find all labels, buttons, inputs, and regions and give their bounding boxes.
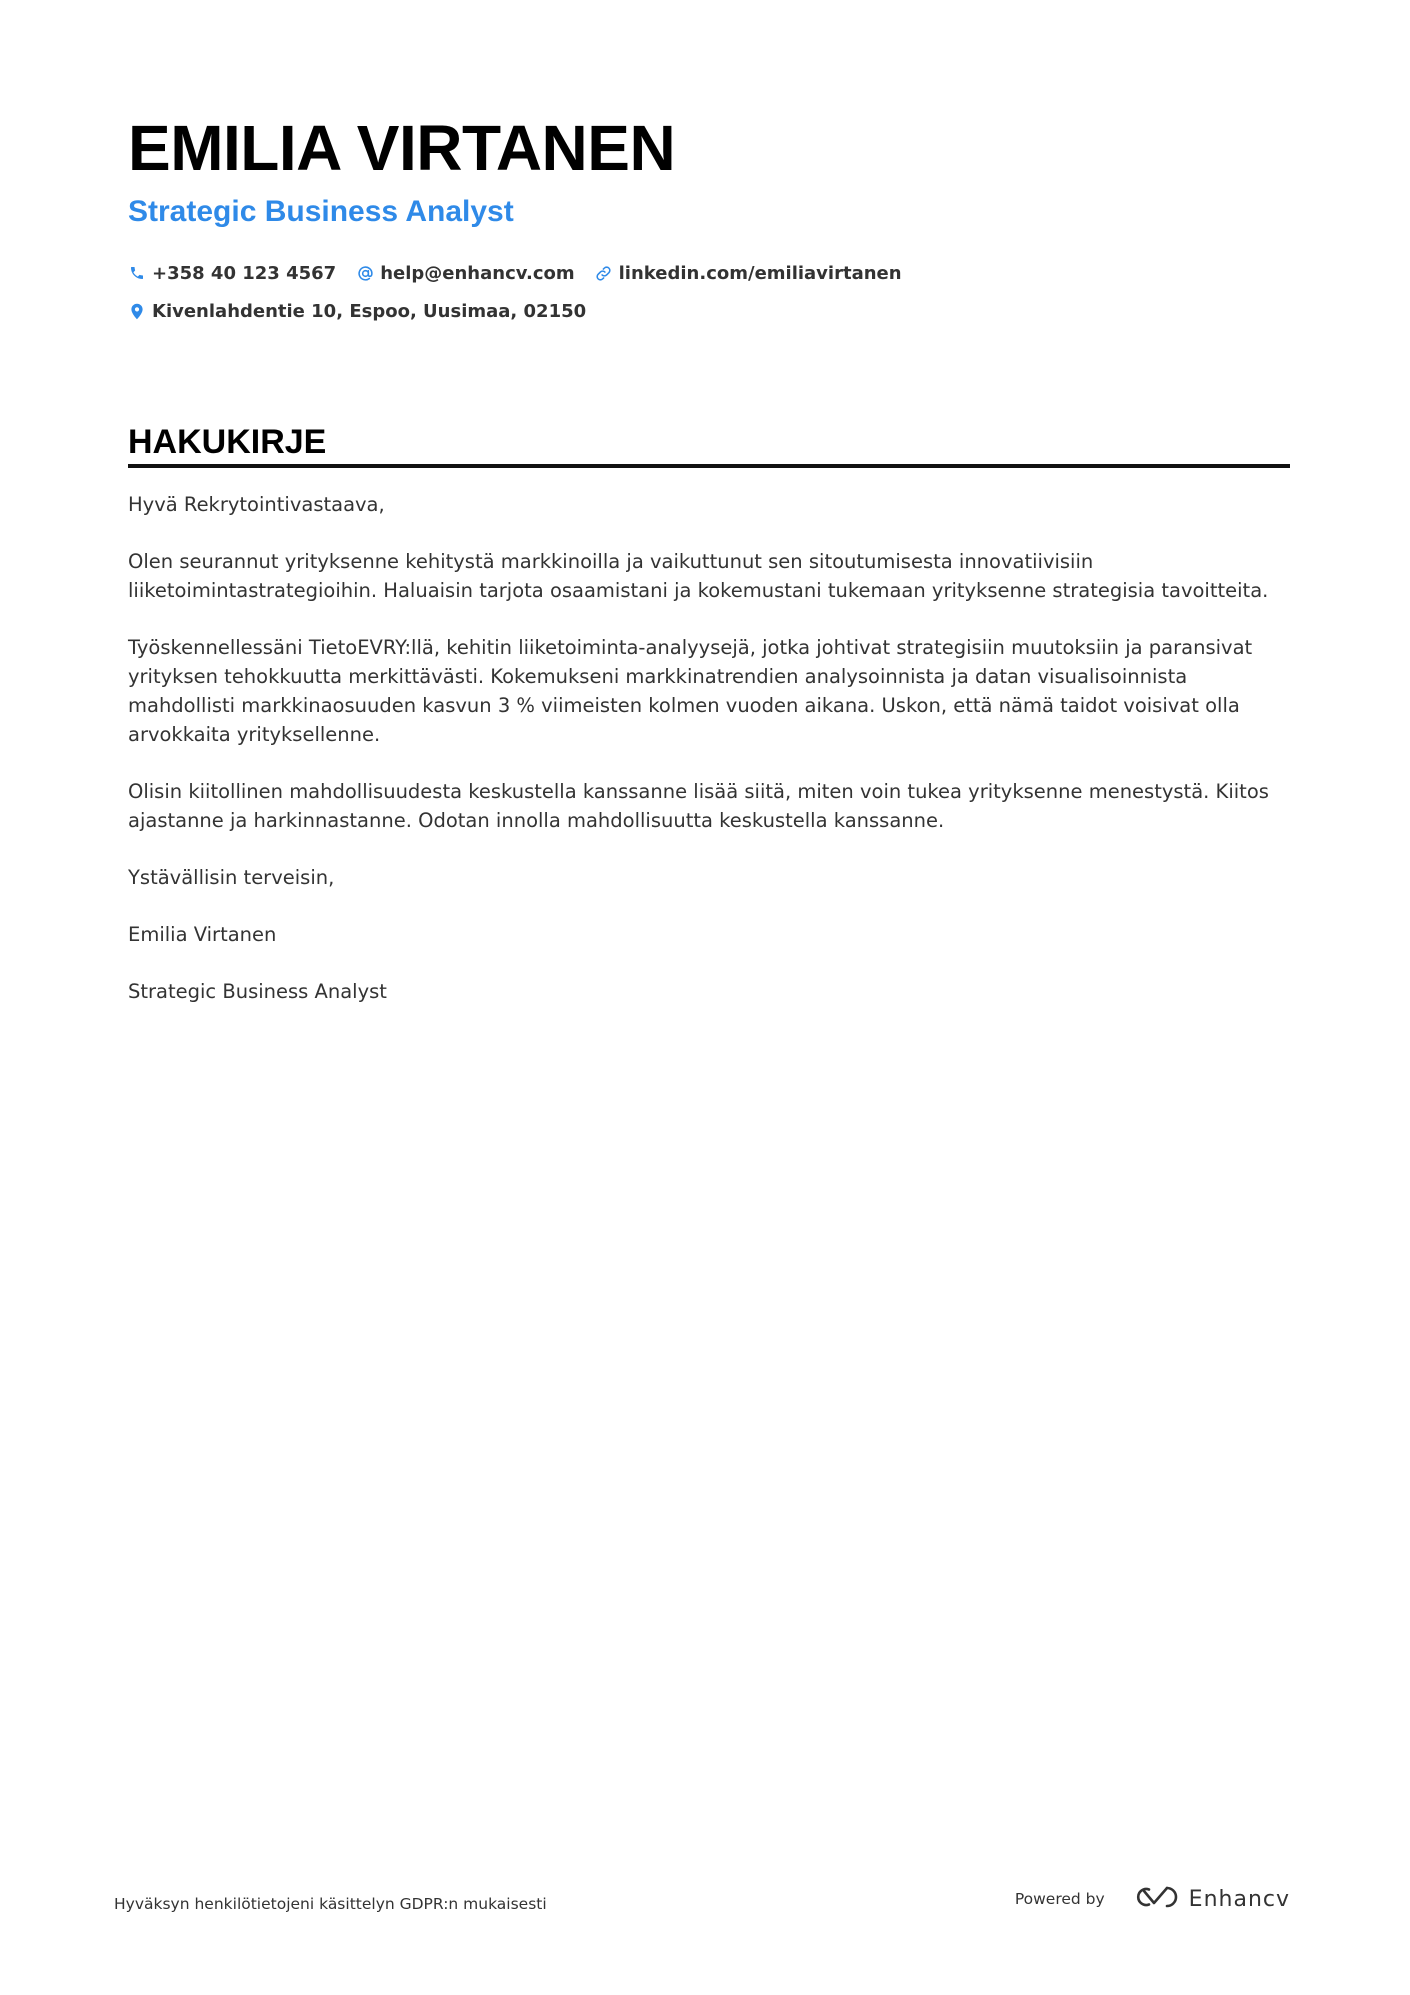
- signature-title: Strategic Business Analyst: [128, 980, 387, 1003]
- linkedin-url[interactable]: linkedin.com/emiliavirtanen: [618, 262, 902, 284]
- letter-paragraph-1: Olen seurannut yrityksenne kehitystä markkinoilla ja vaikuttunut sen sitoutumisesta innovatiivisiin liiketoimintastrategioihin. Haluaisin tarjota osaamistani ja kokemustani tukemaan yrityksenne strategisia tavoitteita.: [128, 550, 1269, 602]
- contact-email[interactable]: [356, 263, 574, 284]
- powered-by-footer[interactable]: [1015, 1884, 1290, 1914]
- contact-address: [128, 301, 586, 322]
- powered-by-label: Powered by: [1014, 1890, 1105, 1908]
- letter-greeting: Hyvä Rekrytointivastaava,: [128, 493, 385, 516]
- cover-letter-page: [128, 110, 1290, 1034]
- at-icon: [356, 264, 374, 282]
- enhancv-logo-icon: [1133, 1884, 1179, 1914]
- email-address[interactable]: help@enhancv.com: [380, 262, 575, 284]
- contact-phone: [128, 263, 336, 284]
- letter-paragraph-3: Olisin kiitollinen mahdollisuudesta keskustella kanssanne lisää siitä, miten voin tukea yrityksenne menestystä. Kiitos ajastanne ja harkinnastanne. Odotan innolla mahdollisuutta keskustella kanssanne.: [128, 780, 1269, 832]
- applicant-job-title: Strategic Business Analyst: [128, 195, 514, 228]
- link-icon: [595, 264, 613, 282]
- contact-linkedin[interactable]: [595, 263, 902, 284]
- contact-row-2: [128, 292, 1290, 330]
- applicant-name: EMILIA VIRTANEN: [128, 112, 676, 184]
- signature-name: Emilia Virtanen: [128, 923, 277, 946]
- location-pin-icon: [128, 302, 146, 320]
- letter-paragraph-2: Työskennellessäni TietoEVRY:llä, kehitin liiketoiminta-analyysejä, jotka johtivat strategisiin muutoksiin ja paransivat yrityksen tehokkuutta merkittävästi. Kokemukseni markkinatrendien analysoinnista ja datan visualisoinnista mahdollisti markkinaosuuden kasvun 3 % viimeisten kolmen vuoden aikana. Uskon, että nämä taidot voisivat olla arvokkaita yrityksellenne.: [128, 636, 1253, 746]
- brand-name: Enhancv: [1188, 1886, 1290, 1912]
- letter-closing: Ystävällisin terveisin,: [128, 866, 335, 889]
- section-divider: [128, 464, 1290, 468]
- phone-number: +358 40 123 4567: [152, 262, 337, 284]
- section-title: HAKUKIRJE: [128, 423, 327, 461]
- contact-info: [128, 254, 1290, 330]
- phone-icon: [128, 264, 146, 282]
- street-address: Kivenlahdentie 10, Espoo, Uusimaa, 02150: [152, 300, 587, 322]
- contact-row-1: [128, 254, 1290, 292]
- enhancv-brand[interactable]: [1133, 1884, 1290, 1914]
- letter-body: [128, 490, 1290, 1006]
- gdpr-consent-text: Hyväksyn henkilötietojeni käsittelyn GDPR:n mukaisesti: [114, 1895, 547, 1913]
